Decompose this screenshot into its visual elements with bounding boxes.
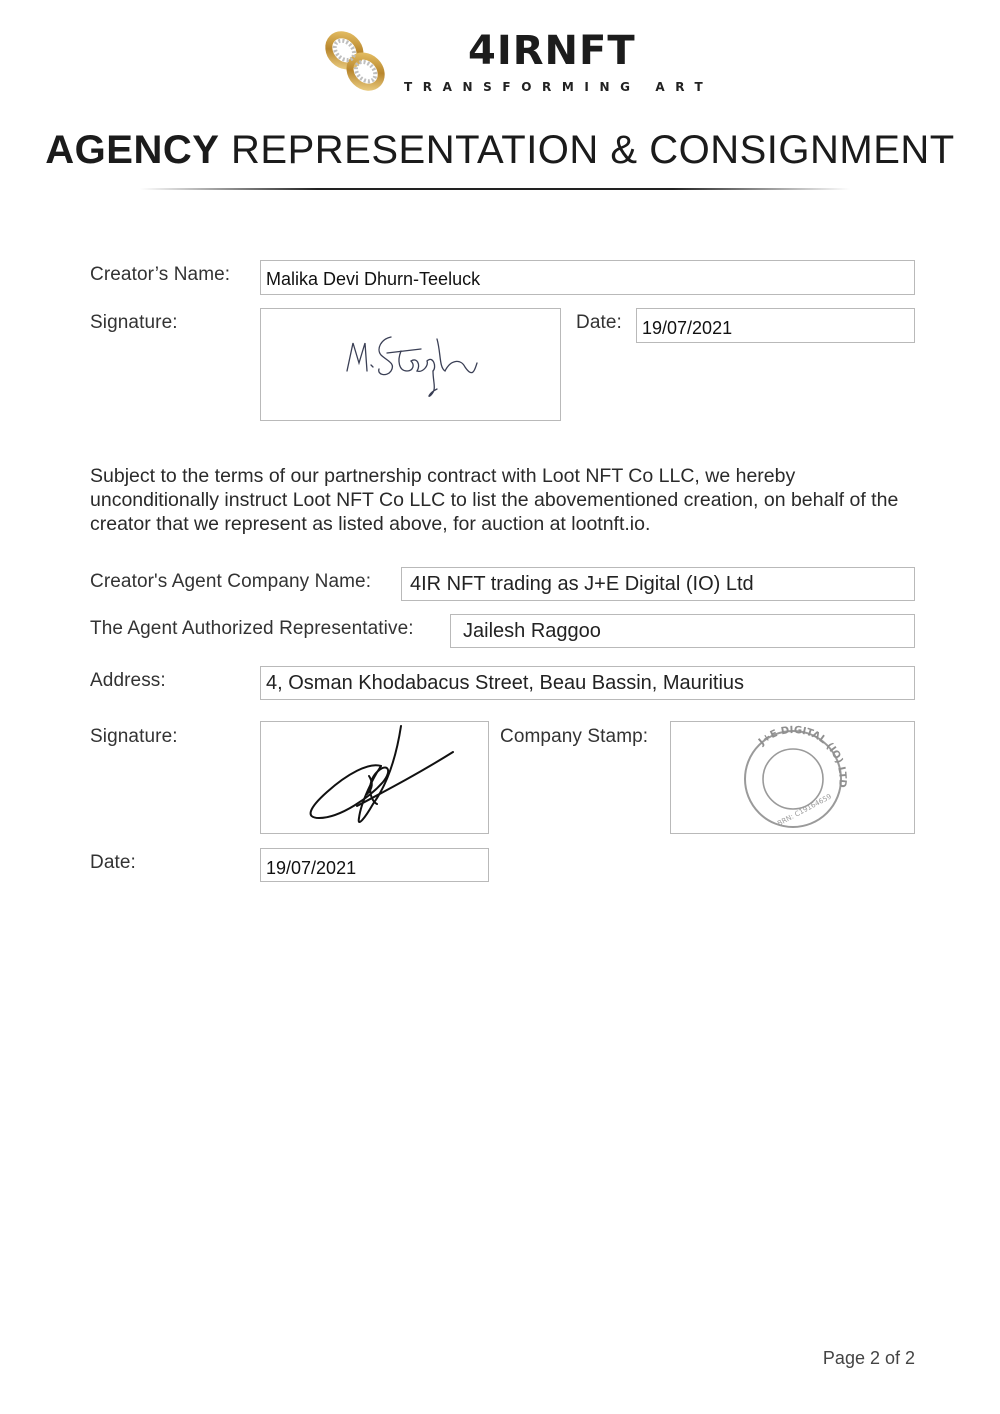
logo-tagline: TRANSFORMING ART [404, 80, 714, 94]
agent-rep-value: Jailesh Raggoo [463, 620, 601, 642]
agent-signature-box[interactable] [260, 721, 489, 834]
agent-rep-label: The Agent Authorized Representative: [90, 618, 414, 639]
title-bold: AGENCY [45, 128, 220, 172]
infinity-logo-icon [314, 20, 396, 102]
creator-signature-label: Signature: [90, 312, 178, 333]
agent-company-value: 4IR NFT trading as J+E Digital (IO) Ltd [410, 573, 754, 595]
agent-date-value: 19/07/2021 [266, 858, 357, 878]
page-title [0, 128, 1000, 173]
agent-date-field[interactable] [260, 848, 489, 882]
stamp-text: J+E DIGITAL (IO) LTD [756, 724, 848, 788]
logo [314, 20, 396, 102]
agent-date-label: Date: [90, 852, 136, 873]
statement-paragraph: Subject to the terms of our partnership contract with Loot NFT Co LLC, we hereby unconditionally instruct Loot NFT Co LLC to list the abovementioned creation, on behalf of the creator that we represent as listed above, for auction at lootnft.io. [90, 465, 899, 535]
page-number: Page 2 of 2 [822, 1348, 915, 1368]
stamp-brn: BRN: C19164659 [776, 792, 833, 828]
creator-signature-box[interactable] [260, 308, 561, 421]
agent-company-field[interactable] [401, 567, 915, 601]
agent-address-field[interactable] [260, 666, 915, 700]
creator-date-field[interactable] [636, 308, 915, 343]
agent-rep-field[interactable] [450, 614, 915, 648]
creator-name-label: Creator’s Name: [90, 264, 231, 285]
company-stamp-box [670, 721, 915, 834]
creator-date-value: 19/07/2021 [642, 318, 733, 338]
creator-name-value: Malika Devi Dhurn-Teeluck [266, 269, 481, 289]
agent-company-label: Creator's Agent Company Name: [90, 571, 372, 592]
company-stamp-label: Company Stamp: [500, 726, 649, 747]
agent-signature-icon [261, 722, 490, 835]
agent-address-value: 4, Osman Khodabacus Street, Beau Bassin, Mauritius [266, 672, 745, 694]
svg-text:J+E DIGITAL (IO) LTD [756, 725, 848, 788]
creator-date-label: Date: [576, 312, 622, 333]
agent-signature-label: Signature: [90, 726, 178, 747]
company-stamp-icon [671, 722, 916, 835]
title-rest: REPRESENTATION & CONSIGNMENT [219, 128, 955, 172]
creator-name-field[interactable] [260, 260, 915, 295]
logo-name: 4IRNFT [468, 28, 636, 74]
title-divider [140, 188, 850, 190]
agent-address-label: Address: [90, 670, 166, 691]
creator-signature-icon [261, 309, 562, 422]
